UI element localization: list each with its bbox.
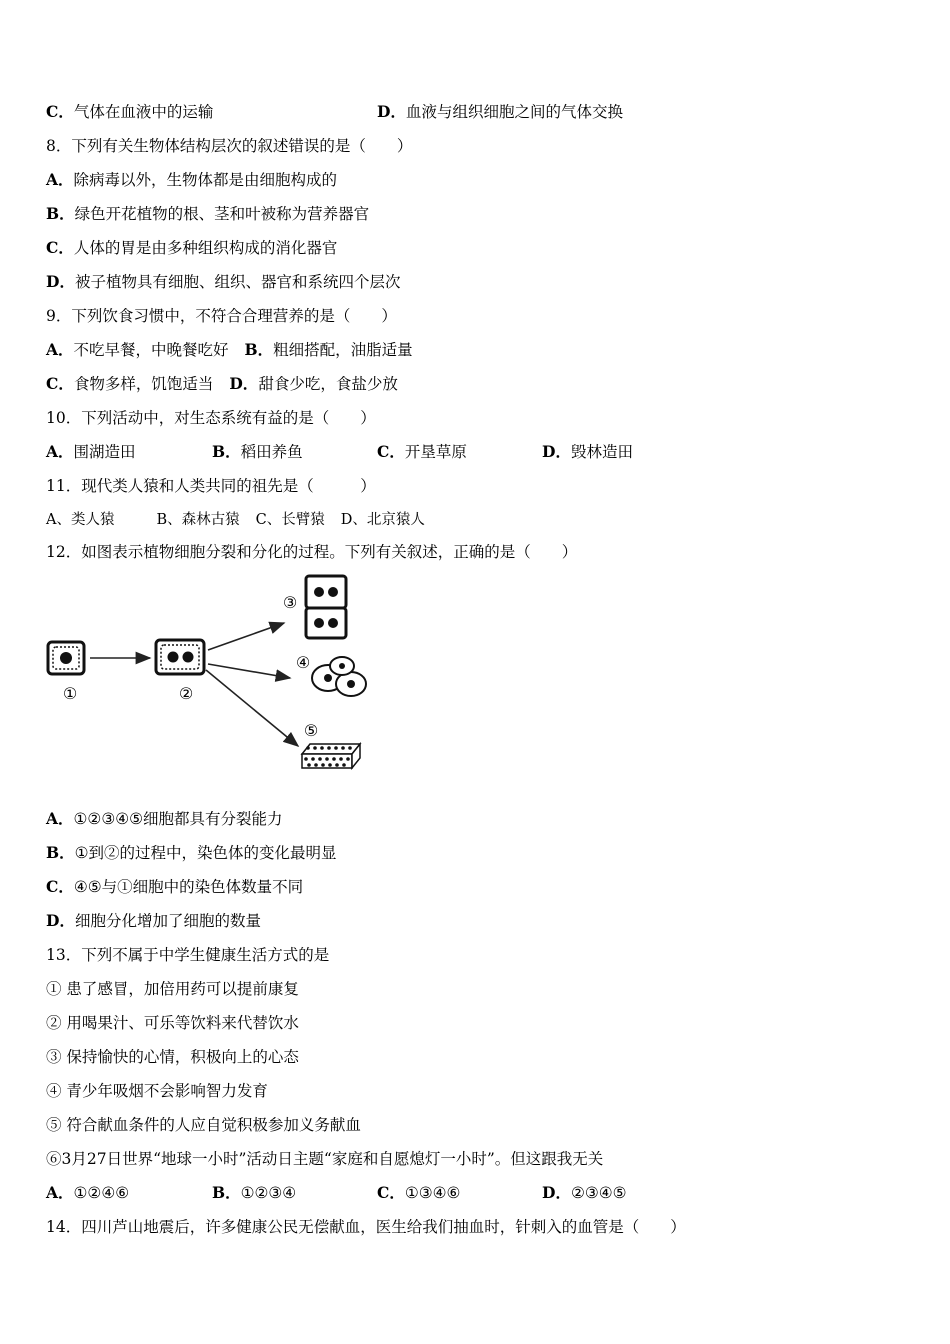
q12-option-b [46,843,337,863]
option-text: 细胞分化增加了细胞的数量 [74,912,261,930]
q7-option-c-letter: C． [46,102,74,121]
option-letter: C． [46,374,74,393]
option-letter: C． [377,1183,405,1202]
option-text: ①②③④ [240,1184,297,1202]
q14-stem: 14．四川芦山地震后，许多健康公民无偿献血，医生给我们抽血时，针刺入的血管是（ ） [46,1218,686,1236]
q8-option-c [46,238,337,258]
option-text: ④⑤与①细胞中的染色体数量不同 [73,878,304,896]
label-2: ② [178,684,194,703]
q12-option-a [46,809,283,829]
option-letter: D． [46,911,75,930]
q11-option-c: C、长臂猿 [255,512,325,528]
q10-option-d [542,442,633,462]
q13-item-3: ③ 保持愉快的心情，积极向上的心态 [46,1048,299,1066]
option-text: 绿色开花植物的根、茎和叶被称为营养器官 [74,205,370,223]
option-letter: B． [46,843,75,862]
option-text: 除病毒以外，生物体都是由细胞构成的 [73,171,338,189]
q7-options [46,102,213,122]
option-letter: D． [542,1183,571,1202]
q13-option-c [377,1183,460,1203]
option-text: 不吃早餐，中晚餐吃好 [73,341,229,359]
option-letter: B． [212,442,241,461]
option-letter: D． [542,442,571,461]
option-letter: A． [46,170,74,189]
label-5: ⑤ [303,721,319,740]
cell-2 [156,640,204,674]
q9-options-line-1 [46,340,413,360]
label-3: ③ [282,593,298,612]
option-letter: B． [244,340,274,359]
cell-3 [306,576,346,638]
option-letter: B． [212,1183,241,1202]
option-letter: C． [377,442,405,461]
option-letter: B． [46,204,75,223]
q12-option-d [46,911,261,931]
option-letter: A． [46,442,74,461]
q13-option-b [212,1183,296,1203]
option-text: 人体的胃是由多种组织构成的消化器官 [73,239,338,257]
q9-stem: 9．下列饮食习惯中，不符合合理营养的是（ ） [46,307,397,325]
option-letter: A． [46,809,74,828]
q8-option-d [46,272,400,292]
cell-5 [302,744,360,768]
q10-option-c [377,442,467,462]
cell-4 [312,657,366,696]
q9-options-line-2 [46,374,398,394]
q13-item-4: ④ 青少年吸烟不会影响智力发育 [46,1082,268,1100]
option-text: 甜食少吃，食盐少放 [258,375,398,393]
q10-option-a [46,442,136,462]
option-letter: D． [46,272,75,291]
q13-item-2: ② 用喝果汁、可乐等饮料来代替饮水 [46,1014,299,1032]
q13-item-1: ① 患了感冒，加倍用药可以提前康复 [46,980,299,998]
option-text: 食物多样，饥饱适当 [73,375,214,393]
option-text: ①③④⑥ [404,1184,461,1202]
option-text: 毁林造田 [570,443,633,461]
cell-division-figure [40,568,380,783]
option-text: ①②③④⑤细胞都具有分裂能力 [73,810,283,828]
cell-1 [48,642,84,674]
q13-stem: 13．下列不属于中学生健康生活方式的是 [46,946,330,964]
option-text: ②③④⑤ [570,1184,627,1202]
option-letter: A． [46,340,74,359]
option-text: 围湖造田 [73,443,136,461]
q13-option-a [46,1183,129,1203]
q13-item-5: ⑤ 符合献血条件的人应自觉积极参加义务献血 [46,1116,361,1134]
q7-option-d [377,102,623,122]
q11-stem: 11．现代类人猿和人类共同的祖先是（ ） [46,477,376,495]
q10-option-b [212,442,303,462]
q13-option-d [542,1183,627,1203]
q11-option-b: B、森林古猿 [156,512,240,528]
q11-options [46,510,425,530]
q13-item-6: ⑥3月27日世界“地球一小时”活动日主题“家庭和自愿熄灯一小时”。但这跟我无关 [46,1150,604,1168]
option-text: 被子植物具有细胞、组织、器官和系统四个层次 [74,273,401,291]
option-text: 稻田养鱼 [240,443,303,461]
q10-stem: 10．下列活动中，对生态系统有益的是（ ） [46,409,376,427]
label-4: ④ [295,653,311,672]
q7-option-d-text: 血液与组织细胞之间的气体交换 [405,103,623,121]
label-1: ① [62,684,78,703]
q8-option-b [46,204,369,224]
option-text: ①②④⑥ [73,1184,130,1202]
option-letter: D． [229,374,259,393]
q8-option-a [46,170,337,190]
option-letter: C． [46,238,74,257]
q7-option-d-letter: D． [377,102,406,121]
option-text: 开垦草原 [404,443,467,461]
q11-option-d: D、北京猿人 [340,512,425,528]
q11-option-a: A、类人猿 [46,512,115,528]
option-letter: C． [46,877,74,896]
option-text: ①到②的过程中，染色体的变化最明显 [74,844,337,862]
q7-option-c-text: 气体在血液中的运输 [73,103,214,121]
option-letter: A． [46,1183,74,1202]
q12-stem: 12．如图表示植物细胞分裂和分化的过程。下列有关叙述，正确的是（ ） [46,543,578,561]
q12-option-c [46,877,303,897]
q8-stem: 8．下列有关生物体结构层次的叙述错误的是（ ） [46,137,413,155]
option-text: 粗细搭配，油脂适量 [273,341,413,359]
